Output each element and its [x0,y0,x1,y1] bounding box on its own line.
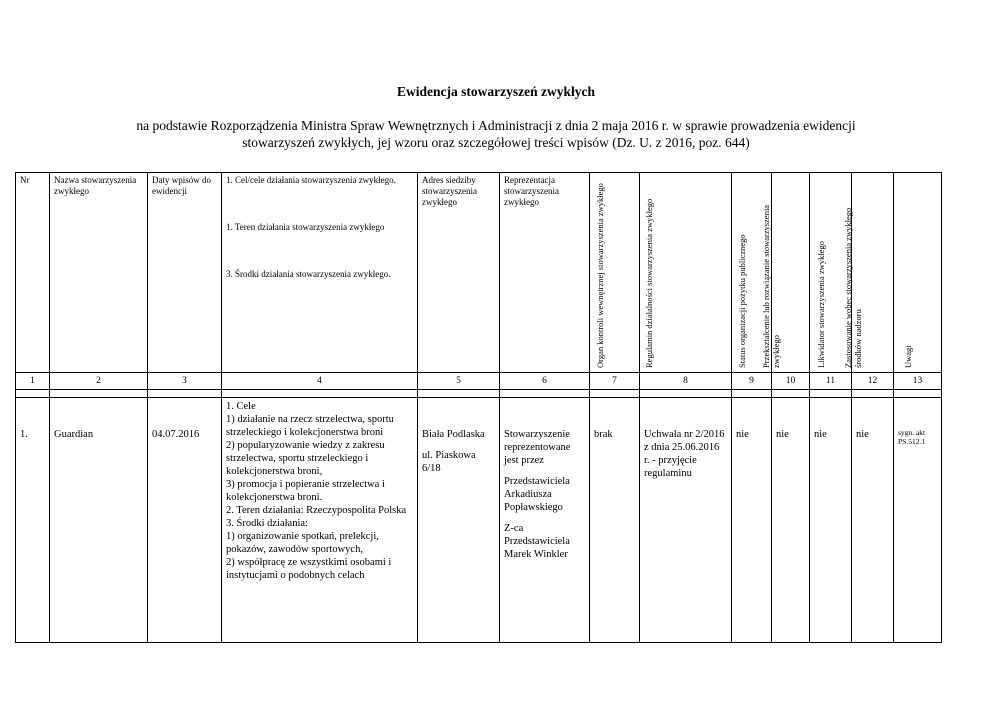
goals-line: 1) działanie na rzecz strzelectwa, sportu strzeleckiego i kolekcjonerstwa broni [226,414,394,438]
row-supervision: nie [852,398,894,643]
header-goals-1: 1. Cel/cele działania stowarzyszenia zwykłego. [226,175,396,185]
column-number: 10 [772,373,810,390]
column-number: 2 [50,373,148,390]
goals-line: 2. Teren działania: Rzeczypospolita Polska [226,505,407,516]
spacer-cell [500,390,590,398]
row-representation [500,398,590,643]
spacer-cell [590,390,640,398]
spacer-cell [640,390,732,398]
header-regulations-text: Regulamin działalności stowarzyszenia zwykłego [643,198,654,368]
row-name: Guardian [50,398,148,643]
header-public-benefit-text: Status organizacji pożytku publicznego [736,234,747,368]
spacer-cell [148,390,222,398]
register-table [15,172,942,643]
row-date: 04.07.2016 [148,398,222,643]
column-number: 11 [810,373,852,390]
representation-text: Stowarzyszenie reprezentowane jest przez [504,429,571,466]
column-number: 3 [148,373,222,390]
column-number: 12 [852,373,894,390]
table-row [16,398,942,643]
header-remarks [894,173,942,373]
spacer-cell [16,390,50,398]
spacer-cell [50,390,148,398]
column-number: 8 [640,373,732,390]
header-supervision [842,173,894,373]
goals-line: 2) współpracę ze wszystkimi osobami i instytucjami o podobnych celach [226,557,392,581]
spacer-cell [418,390,500,398]
column-number: 7 [590,373,640,390]
header-goals-2: 1. Teren działania stowarzyszenia zwykłego [226,222,385,232]
row-remarks: sygn. akt PS.512.1 [894,398,942,643]
header-goals-3: 3. Środki działania stowarzyszenia zwykłego. [226,269,391,279]
document-subtitle [60,117,932,151]
row-regulations: Uchwała nr 2/2016 z dnia 25.06.2016 r. - przyjęcie regulaminu [640,398,732,643]
row-transformation: nie [772,398,810,643]
column-number-row [16,373,942,390]
address-street: ul. Piaskowa 6/18 [422,450,476,474]
column-number: 1 [16,373,50,390]
representation-text: Przedstawiciela Arkadiusza Popławskiego [504,476,570,513]
header-remarks-text: Uwagi [902,345,913,368]
row-address [418,398,500,643]
row-goals [222,398,418,643]
header-nr: Nr [16,173,50,373]
column-number: 6 [500,373,590,390]
column-number: 5 [418,373,500,390]
document-title: Ewidencja stowarzyszeń zwykłych [397,84,595,99]
column-number: 9 [732,373,772,390]
header-regulations [640,173,732,373]
row-nr: 1. [16,398,50,643]
header-representation: Reprezentacja stowarzyszenia zwykłego [500,173,590,373]
header-row [16,173,942,373]
address-city: Biała Podlaska [422,429,485,440]
header-control-body-text: Organ kontroli wewnętrznej stowarzyszenia zwykłego [594,183,605,368]
header-dates: Daty wpisów do ewidencji [148,173,222,373]
goals-line: 1. Cele [226,401,256,412]
goals-line: 2) popularyzowanie wiedzy z zakresu strzelectwa, sportu strzeleckiego i kolekcjonerstwa broni, [226,440,385,477]
column-number: 4 [222,373,418,390]
spacer-cell [852,390,894,398]
row-public-benefit: nie [732,398,772,643]
header-goals [222,173,418,373]
spacer-cell [732,390,772,398]
header-name: Nazwa stowarzyszenia zwykłego [50,173,148,373]
subtitle-line-2: stowarzyszeń zwykłych, jej wzoru oraz szczegółowej treści wpisów (Dz. U. z 2016, poz. 644) [242,135,750,150]
spacer-cell [222,390,418,398]
subtitle-line-1: na podstawie Rozporządzenia Ministra Spraw Wewnętrznych i Administracji z dnia 2 maja 2016 r. w sprawie prowadzenia ewidencji [136,118,856,133]
row-control-body: brak [590,398,640,643]
goals-line: 1) organizowanie spotkań, prelekcji, pokazów, zawodów sportowych, [226,531,379,555]
row-liquidator: nie [810,398,852,643]
header-transformation [760,173,810,373]
header-address: Adres siedziby stowarzyszenia zwykłego [418,173,500,373]
goals-line: 3. Środki działania: [226,518,308,529]
header-liquidator-text: Likwidator stowarzyszenia zwykłego [815,241,826,368]
header-control-body [590,173,640,373]
spacer-row [16,390,942,398]
header-transformation-text: Przekształcenie lub rozwiązanie stowarzyszenia zwykłego [760,204,781,368]
spacer-cell [772,390,810,398]
spacer-cell [810,390,852,398]
goals-line: 3) promocja i popieranie strzelectwa i kolekcjonerstwa broni. [226,479,385,503]
column-number: 13 [894,373,942,390]
header-supervision-text: Zastosowanie wobec stowarzyszenia zwykłego środków nadzoru [842,207,863,368]
spacer-cell [894,390,942,398]
representation-text: Z-ca Przedstawiciela Marek Winkler [504,523,570,560]
